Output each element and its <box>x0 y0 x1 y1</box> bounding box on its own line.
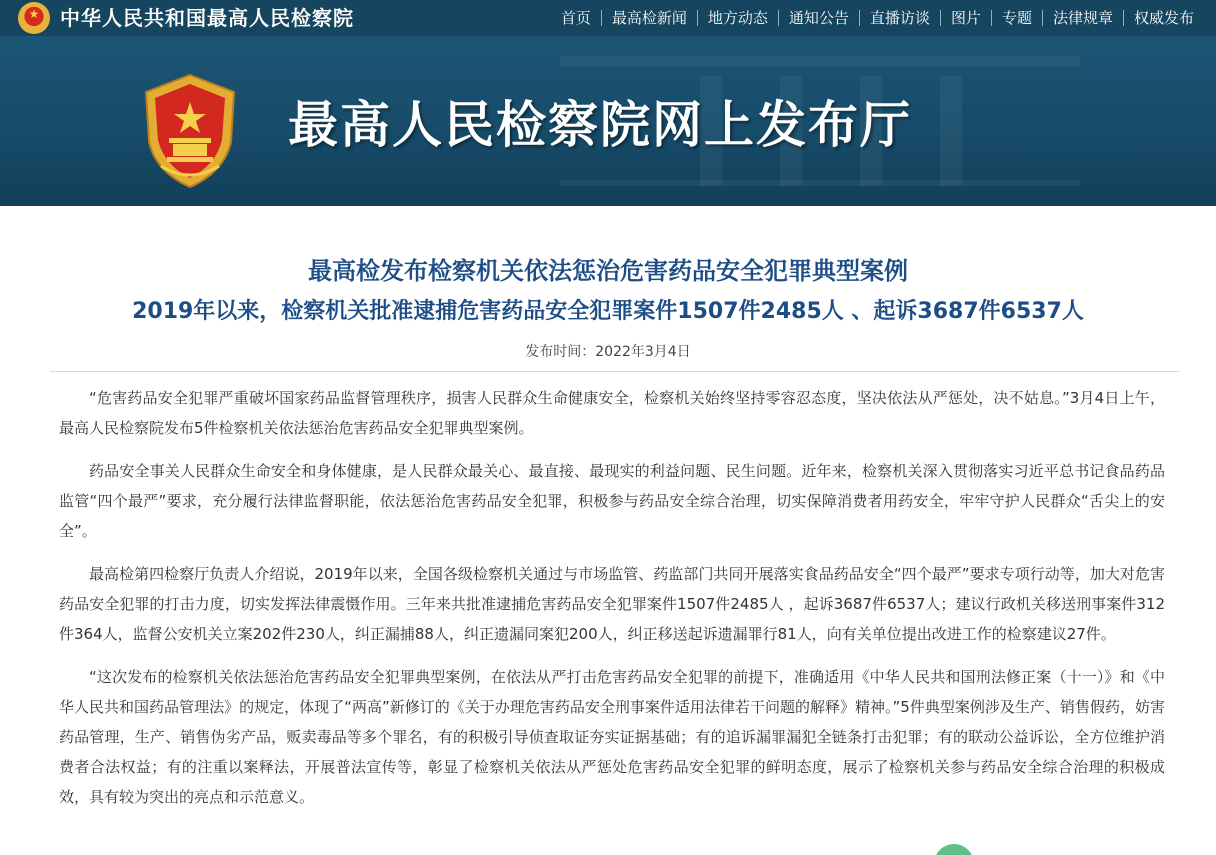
publish-time: 发布时间：2022年3月4日 <box>525 344 691 360</box>
nav-laws[interactable]: 法律规章 <box>1052 9 1113 27</box>
nav-notices[interactable]: 通知公告 <box>788 9 849 27</box>
national-emblem-icon: ★ <box>18 2 50 34</box>
nav-spp-news[interactable]: 最高检新闻 <box>611 9 687 27</box>
nav-home[interactable]: 首页 <box>560 9 591 27</box>
banner-title: 最高人民检察院网上发布厅 <box>288 95 912 154</box>
top-bar <box>0 0 1216 36</box>
site-name[interactable]: 中华人民共和国最高人民检察院 <box>60 6 354 30</box>
nav-local-news[interactable]: 地方动态 <box>707 9 768 27</box>
procuratorate-badge-icon <box>139 72 241 190</box>
title-divider <box>50 371 1180 372</box>
article-paragraph: 最高检第四检察厅负责人介绍说，2019年以来，全国各级检察机关通过与市场监管、药监部门共同开展落实食品药品安全“四个最严”要求专项行动等，加大对危害药品安全犯罪的打击力度，切实发挥法律震慑作用。三年来共批准逮捕危害药品安全犯罪案件1507件2485人 ，起诉3687件6537人；建议行政机关移送刑事案件312件364人，监督公安机关立案202件230人，纠正漏捕88人，纠正遗漏同案犯200人，纠正移送起诉遗漏罪行81人，向有关单位提出改进工作的检察建议27件。 <box>59 565 1165 643</box>
floating-action-button[interactable] <box>934 844 974 855</box>
article-body <box>59 383 1165 825</box>
article-subtitle: 2019年以来，检察机关批准逮捕危害药品安全犯罪案件1507件2485人 、起诉3687件6537人 <box>132 299 1084 324</box>
article-paragraph: 药品安全事关人民群众生命安全和身体健康，是人民群众最关心、最直接、最现实的利益问题、民生问题。近年来，检察机关深入贯彻落实习近平总书记食品药品监管“四个最严”要求，充分履行法律监督职能，依法惩治危害药品安全犯罪，积极参与药品安全综合治理，切实保障消费者用药安全，牢牢守护人民群众“舌尖上的安全”。 <box>59 462 1165 540</box>
nav-live-interviews[interactable]: 直播访谈 <box>869 9 930 27</box>
article-paragraph: “危害药品安全犯罪严重破坏国家药品监督管理秩序，损害人民群众生命健康安全，检察机关始终坚持零容忍态度，坚决依法从严惩处，决不姑息。”3月4日上午，最高人民检察院发布5件检察机关依法惩治危害药品安全犯罪典型案例。 <box>59 389 1165 437</box>
nav-pictures[interactable]: 图片 <box>950 9 981 27</box>
nav-topics[interactable]: 专题 <box>1001 9 1032 27</box>
header-banner <box>0 36 1216 206</box>
main-nav <box>551 0 1204 36</box>
article-paragraph: “这次发布的检察机关依法惩治危害药品安全犯罪典型案例，在依法从严打击危害药品安全犯罪的前提下，准确适用《中华人民共和国刑法修正案（十一）》和《中华人民共和国药品管理法》的规定，体现了“两高”新修订的《关于办理危害药品安全刑事案件适用法律若干问题的解释》精神。”5件典型案例涉及生产、销售假药，妨害药品管理，生产、销售伪劣产品，贩卖毒品等多个罪名，有的积极引导侦查取证夯实证据基础；有的追诉漏罪漏犯全链条打击犯罪；有的联动公益诉讼，全方位维护消费者合法权益；有的注重以案释法，开展普法宣传等，彰显了检察机关依法从严惩处危害药品安全犯罪的鲜明态度，展示了检察机关参与药品安全综合治理的积极成效，具有较为突出的亮点和示范意义。 <box>59 668 1165 806</box>
article-title: 最高检发布检察机关依法惩治危害药品安全犯罪典型案例 <box>308 257 908 285</box>
nav-authoritative-release[interactable]: 权威发布 <box>1133 9 1194 27</box>
